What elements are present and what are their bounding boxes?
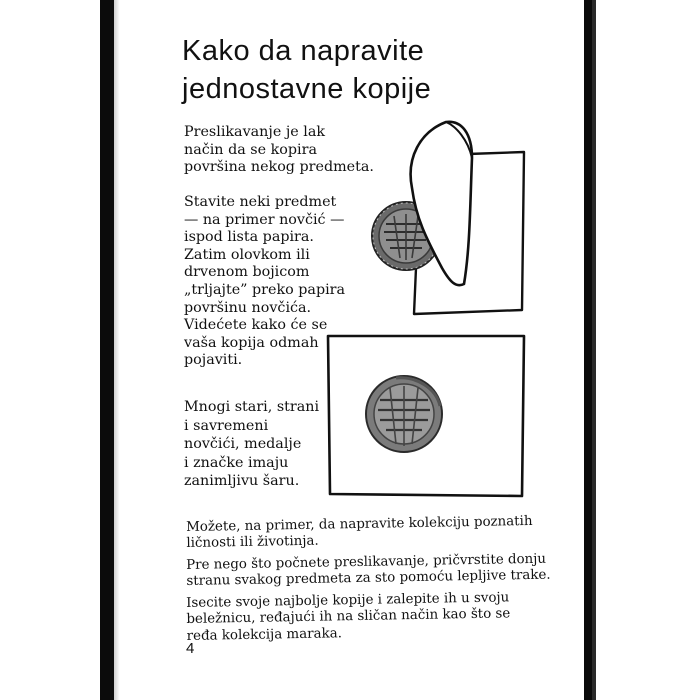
title-line-1: Kako da napravite [182, 35, 425, 67]
bottom-paragraph-2 [186, 551, 567, 590]
paper-over-coin-illustration [360, 118, 530, 318]
page-number: 4 [186, 640, 195, 657]
text-line: Isecite svoje najbolje kopije i zalepite ih u svoju [186, 590, 510, 611]
page-title [182, 32, 472, 108]
binding-edge-right [584, 0, 592, 700]
text-line: ređa kolekcija maraka. [186, 626, 343, 644]
coin-rubbing [366, 376, 442, 452]
text-line: Stavite neki predmet [184, 194, 337, 210]
text-line: Pre nego što počnete preslikavanje, pričvrstite donju [186, 551, 547, 573]
text-line: i značke imaju [184, 454, 289, 471]
text-line: drvenom bojicom [184, 264, 310, 281]
binding-edge-left [100, 0, 114, 700]
text-line: način da se kopira [184, 141, 317, 158]
binding-edge-right-outer [592, 0, 596, 700]
text-line: beležnicu, ređajući ih na sličan način kao što se [186, 606, 511, 628]
text-line: novčići, medalje [184, 436, 302, 452]
text-line: zanimljivu šaru. [184, 473, 300, 489]
text-line: stranu svakog predmeta za sto pomoću lepljive trake. [186, 568, 551, 590]
text-line: Možete, na primer, da napravite kolekciju poznatih [186, 513, 533, 535]
text-line: Zatim olovkom ili [184, 246, 310, 263]
bottom-paragraph-1 [186, 513, 567, 552]
title-line-2: jednostavne kopije [182, 73, 432, 105]
text-line: — na primer novčić — [184, 211, 345, 228]
text-line: ličnosti ili životinja. [186, 534, 319, 552]
bottom-paragraph-3 [186, 589, 567, 645]
text-line: ispod lista papira. [184, 229, 314, 246]
text-line: površina nekog predmeta. [184, 159, 374, 176]
coin-rubbing-illustration [324, 332, 528, 500]
intro-paragraph [184, 124, 384, 177]
text-line: vaša kopija odmah [184, 334, 319, 351]
text-line: Preslikavanje je lak [184, 124, 326, 140]
text-line: i savremeni [184, 417, 269, 434]
text-line: površinu novčića. [184, 299, 312, 316]
text-line: „trljajte” preko papira [184, 281, 346, 298]
page-gutter-shadow [114, 0, 120, 700]
text-line: Mnogi stari, strani [184, 399, 320, 415]
text-line: Videćete kako će se [184, 317, 328, 334]
text-line: pojaviti. [184, 352, 243, 369]
coins-note-paragraph [184, 398, 324, 491]
